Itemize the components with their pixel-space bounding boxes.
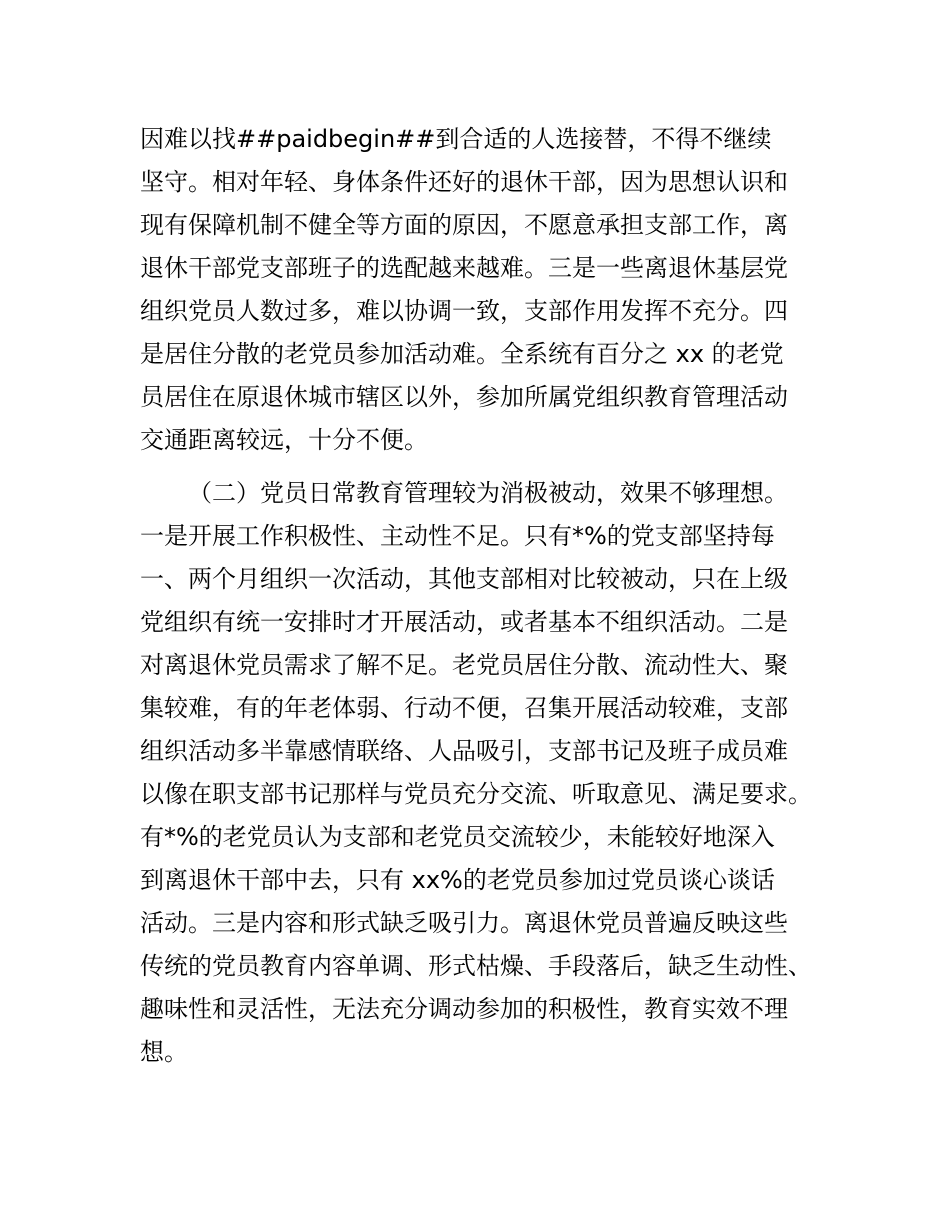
text-line: 一是开展工作积极性、主动性不足。只有*%的党支部坚持每 [140, 522, 775, 550]
text-line: 趣味性和灵活性，无法充分调动参加的积极性，教育实效不理 [140, 995, 788, 1023]
text-line: 组织党员人数过多，难以协调一致，支部作用发挥不充分。四 [140, 297, 788, 325]
text-line: 传统的党员教育内容单调、形式枯燥、手段落后，缺乏生动性、 [140, 952, 812, 980]
text-line: 以像在职支部书记那样与党员充分交流、听取意见、满足要求。 [140, 780, 812, 808]
text-line: 因难以找##paidbegin##到合适的人选接替，不得不继续 [140, 125, 772, 153]
text-line: 党组织有统一安排时才开展活动，或者基本不组织活动。二是 [140, 608, 788, 636]
text-line: 到离退休干部中去，只有 xx%的老党员参加过党员谈心谈话 [140, 866, 775, 894]
text-line: 组织活动多半靠感情联络、人品吸引，支部书记及班子成员难 [140, 737, 788, 765]
text-line: 有*%的老党员认为支部和老党员交流较少，未能较好地深入 [140, 823, 775, 851]
section-heading-line: （二）党员日常教育管理较为消极被动，效果不够理想。 [188, 479, 788, 507]
text-line: 是居住分散的老党员参加活动难。全系统有百分之 xx 的老党 [140, 340, 784, 368]
text-line: 现有保障机制不健全等方面的原因，不愿意承担支部工作，离 [140, 211, 788, 239]
text-line: 集较难，有的年老体弱、行动不便，召集开展活动较难，支部 [140, 694, 788, 722]
text-line: 退休干部党支部班子的选配越来越难。三是一些离退休基层党 [140, 254, 788, 282]
text-line: 一、两个月组织一次活动，其他支部相对比较被动，只在上级 [140, 565, 788, 593]
text-line: 交通距离较远，十分不便。 [140, 426, 428, 454]
text-line: 想。 [140, 1038, 188, 1066]
text-line: 坚守。相对年轻、身体条件还好的退休干部，因为思想认识和 [140, 168, 788, 196]
text-line: 活动。三是内容和形式缺乏吸引力。离退休党员普遍反映这些 [140, 909, 788, 937]
text-line: 对离退休党员需求了解不足。老党员居住分散、流动性大、聚 [140, 651, 788, 679]
text-line: 员居住在原退休城市辖区以外，参加所属党组织教育管理活动 [140, 383, 788, 411]
